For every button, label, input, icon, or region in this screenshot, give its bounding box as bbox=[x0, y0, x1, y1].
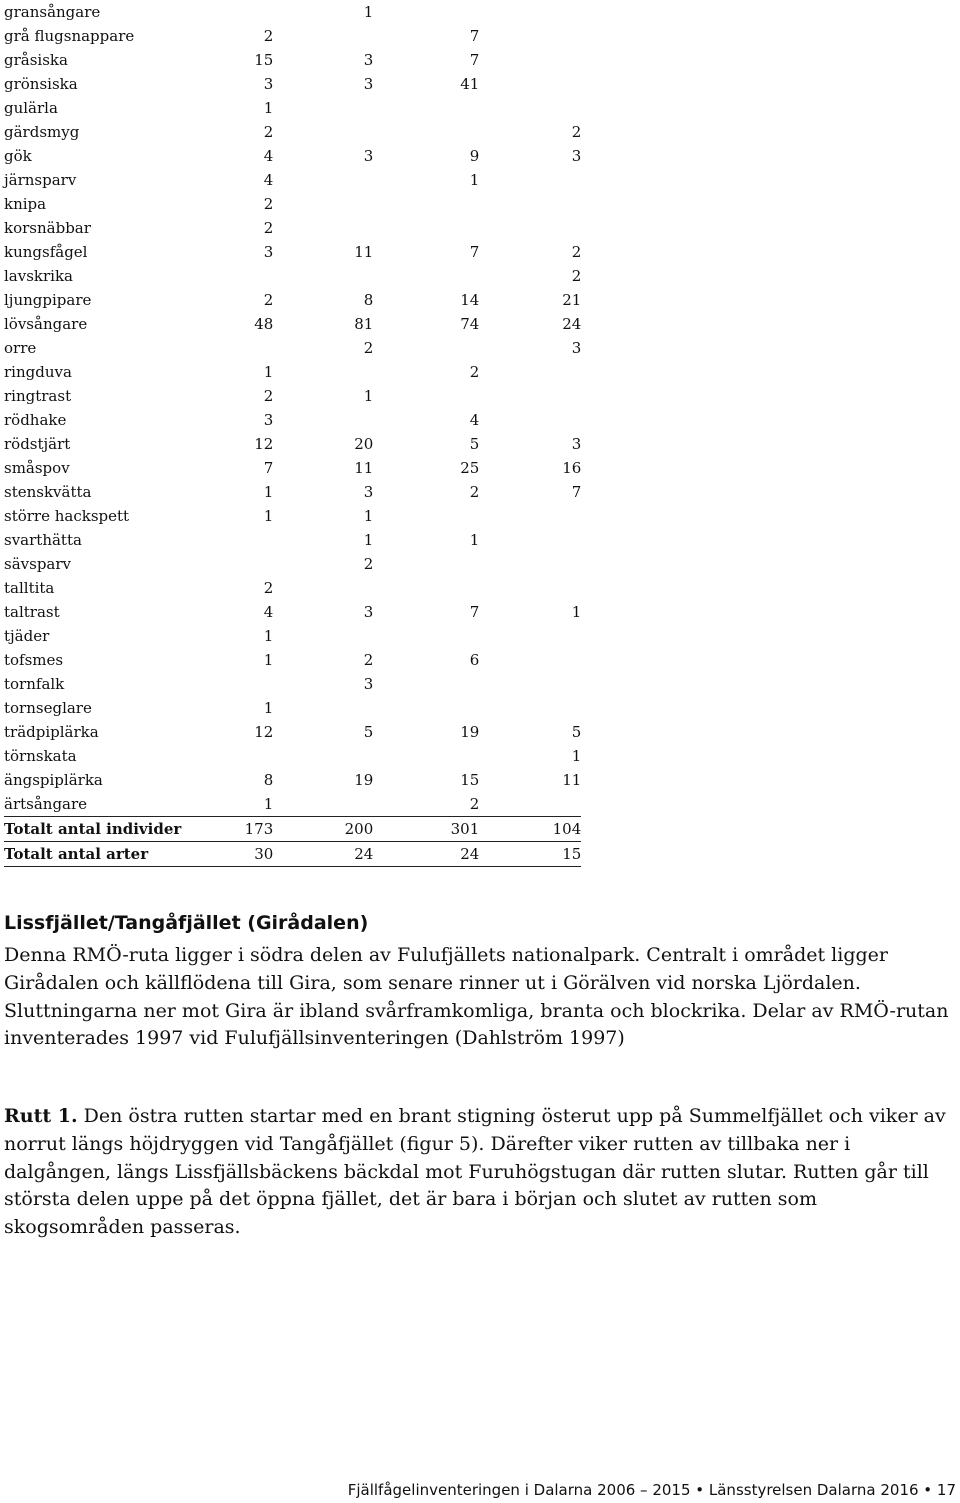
species-name: korsnäbbar bbox=[4, 219, 91, 237]
species-name: gök bbox=[4, 147, 32, 165]
count-cell: 2 bbox=[263, 195, 274, 213]
count-cell: 1 bbox=[469, 171, 480, 189]
species-name: tjäder bbox=[4, 627, 50, 645]
count-cell: 2 bbox=[363, 651, 374, 669]
table-row bbox=[4, 480, 581, 504]
count-cell: 1 bbox=[263, 795, 274, 813]
count-cell bbox=[181, 672, 273, 696]
count-cell: 20 bbox=[354, 435, 374, 453]
count-cell: 2 bbox=[263, 291, 274, 309]
table-row bbox=[4, 24, 581, 48]
count-cell: 6 bbox=[469, 651, 480, 669]
count-cell: 3 bbox=[363, 51, 374, 69]
species-name: grå flugsnappare bbox=[4, 27, 135, 45]
species-name: ärtsångare bbox=[4, 795, 88, 813]
count-cell: 8 bbox=[363, 291, 374, 309]
table-row bbox=[4, 768, 581, 792]
count-cell bbox=[479, 96, 581, 120]
count-cell: 7 bbox=[469, 243, 480, 261]
count-cell: 4 bbox=[263, 171, 274, 189]
count-cell: 1 bbox=[363, 3, 374, 21]
species-name: rödstjärt bbox=[4, 435, 71, 453]
species-name: lavskrika bbox=[4, 267, 74, 285]
count-cell: 2 bbox=[469, 795, 480, 813]
count-cell: 7 bbox=[571, 483, 582, 501]
table-row bbox=[4, 432, 581, 456]
count-cell bbox=[479, 48, 581, 72]
count-cell: 1 bbox=[263, 363, 274, 381]
species-name: tornseglare bbox=[4, 699, 92, 717]
count-cell bbox=[181, 336, 273, 360]
table-row bbox=[4, 384, 581, 408]
table-row bbox=[4, 456, 581, 480]
count-cell: 1 bbox=[263, 627, 274, 645]
count-cell: 19 bbox=[354, 771, 374, 789]
count-cell bbox=[273, 792, 373, 817]
count-cell: 1 bbox=[469, 531, 480, 549]
species-name: ljungpipare bbox=[4, 291, 92, 309]
count-cell bbox=[273, 744, 373, 768]
species-name: gulärla bbox=[4, 99, 58, 117]
count-cell bbox=[479, 552, 581, 576]
table-row bbox=[4, 288, 581, 312]
table-row bbox=[4, 360, 581, 384]
count-cell bbox=[373, 672, 479, 696]
count-cell bbox=[479, 384, 581, 408]
count-cell bbox=[479, 72, 581, 96]
species-name: småspov bbox=[4, 459, 70, 477]
count-cell: 25 bbox=[460, 459, 480, 477]
species-name: törnskata bbox=[4, 747, 77, 765]
table-row bbox=[4, 648, 581, 672]
count-cell bbox=[273, 168, 373, 192]
count-cell bbox=[273, 96, 373, 120]
species-name: rödhake bbox=[4, 411, 67, 429]
count-cell bbox=[273, 576, 373, 600]
table-row bbox=[4, 552, 581, 576]
table-row bbox=[4, 0, 581, 24]
route-text: Den östra rutten startar med en brant stigning österut upp på Summelfjället och viker av norrut längs höjdryggen vid Tangåfjället (figur 5). Därefter viker rutten av tillbaka ner i dalgången, längs Lissfjällsbäckens bäckdal mot Furuhögstugan där rutten slutar. Rutten går till största delen uppe på det öppna fjället, det är bara i början och slutet av rutten som skogsområden passeras. bbox=[4, 1105, 946, 1239]
species-name: sävsparv bbox=[4, 555, 72, 573]
count-cell bbox=[479, 672, 581, 696]
count-cell bbox=[273, 264, 373, 288]
species-name: Totalt antal arter bbox=[4, 842, 181, 867]
total-row bbox=[4, 842, 581, 867]
count-cell: 7 bbox=[469, 51, 480, 69]
count-cell bbox=[373, 120, 479, 144]
count-cell bbox=[479, 408, 581, 432]
count-cell bbox=[273, 120, 373, 144]
species-name: orre bbox=[4, 339, 37, 357]
count-cell bbox=[479, 24, 581, 48]
count-cell: 3 bbox=[571, 339, 582, 357]
count-cell: 15 bbox=[460, 771, 480, 789]
count-cell: 2 bbox=[263, 27, 274, 45]
count-cell bbox=[479, 168, 581, 192]
count-cell: 15 bbox=[479, 842, 581, 867]
count-cell: 3 bbox=[571, 147, 582, 165]
table-row bbox=[4, 144, 581, 168]
count-cell bbox=[373, 744, 479, 768]
species-name: järnsparv bbox=[4, 171, 77, 189]
table-row bbox=[4, 120, 581, 144]
table-row bbox=[4, 312, 581, 336]
count-cell: 11 bbox=[354, 459, 374, 477]
species-name: trädpiplärka bbox=[4, 723, 99, 741]
table-row bbox=[4, 168, 581, 192]
table-row bbox=[4, 408, 581, 432]
count-cell: 24 bbox=[562, 315, 582, 333]
table-row bbox=[4, 216, 581, 240]
species-name: svarthätta bbox=[4, 531, 82, 549]
count-cell: 2 bbox=[363, 339, 374, 357]
table-row bbox=[4, 336, 581, 360]
count-cell bbox=[273, 624, 373, 648]
total-row bbox=[4, 817, 581, 842]
count-cell: 74 bbox=[460, 315, 480, 333]
species-name: lövsångare bbox=[4, 315, 88, 333]
count-cell: 2 bbox=[263, 219, 274, 237]
route-paragraph bbox=[4, 1103, 954, 1242]
count-cell bbox=[479, 696, 581, 720]
count-cell: 1 bbox=[363, 507, 374, 525]
table-body bbox=[4, 0, 581, 867]
count-cell: 30 bbox=[181, 842, 273, 867]
species-name: tofsmes bbox=[4, 651, 64, 669]
species-name: kungsfågel bbox=[4, 243, 88, 261]
table-row bbox=[4, 240, 581, 264]
count-cell: 8 bbox=[263, 771, 274, 789]
count-cell: 7 bbox=[263, 459, 274, 477]
count-cell bbox=[479, 192, 581, 216]
species-name: Totalt antal individer bbox=[4, 817, 181, 842]
count-cell bbox=[373, 264, 479, 288]
table-row bbox=[4, 96, 581, 120]
species-name: ängspiplärka bbox=[4, 771, 103, 789]
count-cell: 3 bbox=[363, 147, 374, 165]
table-row bbox=[4, 48, 581, 72]
table-row bbox=[4, 264, 581, 288]
count-cell: 4 bbox=[469, 411, 480, 429]
count-cell: 12 bbox=[254, 435, 274, 453]
count-cell bbox=[373, 216, 479, 240]
count-cell: 19 bbox=[460, 723, 480, 741]
count-cell bbox=[273, 408, 373, 432]
species-name: ringduva bbox=[4, 363, 72, 381]
count-cell: 2 bbox=[571, 267, 582, 285]
count-cell bbox=[479, 528, 581, 552]
count-cell: 48 bbox=[254, 315, 274, 333]
table-row bbox=[4, 72, 581, 96]
species-name: grönsiska bbox=[4, 75, 78, 93]
count-cell: 2 bbox=[263, 387, 274, 405]
species-name: tornfalk bbox=[4, 675, 65, 693]
count-cell: 14 bbox=[460, 291, 480, 309]
count-cell bbox=[479, 504, 581, 528]
count-cell bbox=[181, 0, 273, 24]
species-name: större hackspett bbox=[4, 507, 130, 525]
count-cell bbox=[373, 96, 479, 120]
count-cell bbox=[373, 504, 479, 528]
route-lead: Rutt 1. bbox=[4, 1105, 78, 1127]
table-row bbox=[4, 624, 581, 648]
count-cell: 3 bbox=[263, 75, 274, 93]
count-cell: 301 bbox=[373, 817, 479, 842]
table-row bbox=[4, 792, 581, 817]
count-cell bbox=[373, 576, 479, 600]
table-row bbox=[4, 744, 581, 768]
count-cell: 2 bbox=[571, 243, 582, 261]
count-cell bbox=[273, 24, 373, 48]
table-row bbox=[4, 576, 581, 600]
species-name: gärdsmyg bbox=[4, 123, 80, 141]
count-cell: 1 bbox=[363, 531, 374, 549]
count-cell: 3 bbox=[263, 243, 274, 261]
count-cell: 7 bbox=[469, 27, 480, 45]
count-cell bbox=[181, 744, 273, 768]
count-cell: 12 bbox=[254, 723, 274, 741]
count-cell bbox=[181, 552, 273, 576]
count-cell: 200 bbox=[273, 817, 373, 842]
count-cell: 1 bbox=[263, 99, 274, 117]
table-row bbox=[4, 720, 581, 744]
count-cell bbox=[479, 0, 581, 24]
table-row bbox=[4, 600, 581, 624]
table-row bbox=[4, 528, 581, 552]
count-cell bbox=[479, 576, 581, 600]
count-cell: 1 bbox=[571, 603, 582, 621]
table-row bbox=[4, 192, 581, 216]
count-cell: 9 bbox=[469, 147, 480, 165]
count-cell: 11 bbox=[562, 771, 582, 789]
count-cell bbox=[373, 696, 479, 720]
count-cell: 3 bbox=[363, 483, 374, 501]
count-cell: 16 bbox=[562, 459, 582, 477]
table-row bbox=[4, 672, 581, 696]
count-cell bbox=[479, 624, 581, 648]
count-cell: 7 bbox=[469, 603, 480, 621]
count-cell: 3 bbox=[363, 603, 374, 621]
count-cell bbox=[273, 192, 373, 216]
count-cell: 5 bbox=[363, 723, 374, 741]
count-cell: 1 bbox=[263, 507, 274, 525]
count-cell: 4 bbox=[263, 603, 274, 621]
count-cell bbox=[273, 360, 373, 384]
section-heading: Lissfjället/Tangåfjället (Girådalen) bbox=[4, 912, 369, 934]
count-cell: 24 bbox=[273, 842, 373, 867]
intro-paragraph: Denna RMÖ-ruta ligger i södra delen av Fulufjällets nationalpark. Centralt i området ligger Girådalen och källflödena till Gira, som senare rinner ut i Görälven vid norska Ljördalen. Sluttningarna ner mot Gira är ibland svårframkomliga, branta och blockrika. Delar av RMÖ-rutan inventerades 1997 vid Fulufjällsinventeringen (Dahlström 1997) bbox=[4, 944, 949, 1050]
table-row bbox=[4, 504, 581, 528]
count-cell bbox=[373, 336, 479, 360]
count-cell bbox=[273, 216, 373, 240]
count-cell bbox=[373, 192, 479, 216]
count-cell bbox=[479, 648, 581, 672]
species-name: taltrast bbox=[4, 603, 60, 621]
count-cell: 1 bbox=[263, 483, 274, 501]
species-name: talltita bbox=[4, 579, 55, 597]
count-cell bbox=[373, 384, 479, 408]
count-cell: 4 bbox=[263, 147, 274, 165]
count-cell: 2 bbox=[363, 555, 374, 573]
count-cell: 3 bbox=[571, 435, 582, 453]
count-cell: 173 bbox=[181, 817, 273, 842]
count-cell: 5 bbox=[469, 435, 480, 453]
count-cell bbox=[479, 360, 581, 384]
count-cell bbox=[373, 0, 479, 24]
count-cell: 3 bbox=[363, 75, 374, 93]
count-cell: 3 bbox=[263, 411, 274, 429]
count-cell bbox=[181, 528, 273, 552]
species-name: knipa bbox=[4, 195, 47, 213]
count-cell bbox=[479, 792, 581, 817]
species-count-table bbox=[4, 0, 581, 867]
count-cell: 21 bbox=[562, 291, 582, 309]
table-row bbox=[4, 696, 581, 720]
species-name: gransångare bbox=[4, 3, 101, 21]
count-cell: 24 bbox=[373, 842, 479, 867]
count-cell: 2 bbox=[263, 579, 274, 597]
count-cell: 1 bbox=[571, 747, 582, 765]
count-cell: 3 bbox=[363, 675, 374, 693]
count-cell: 2 bbox=[469, 363, 480, 381]
count-cell: 11 bbox=[354, 243, 374, 261]
count-cell: 104 bbox=[479, 817, 581, 842]
count-cell bbox=[181, 264, 273, 288]
count-cell: 2 bbox=[571, 123, 582, 141]
count-cell bbox=[373, 624, 479, 648]
species-name: stenskvätta bbox=[4, 483, 92, 501]
count-cell: 15 bbox=[254, 51, 274, 69]
count-cell: 2 bbox=[469, 483, 480, 501]
count-cell: 1 bbox=[263, 651, 274, 669]
count-cell: 81 bbox=[354, 315, 374, 333]
count-cell bbox=[479, 216, 581, 240]
count-cell: 2 bbox=[263, 123, 274, 141]
count-cell: 1 bbox=[263, 699, 274, 717]
page-footer: Fjällfågelinventeringen i Dalarna 2006 – 2015 • Länsstyrelsen Dalarna 2016 • 17 bbox=[347, 1481, 956, 1499]
species-name: ringtrast bbox=[4, 387, 72, 405]
count-cell bbox=[273, 696, 373, 720]
count-cell: 41 bbox=[460, 75, 480, 93]
count-cell bbox=[373, 552, 479, 576]
count-cell: 1 bbox=[363, 387, 374, 405]
species-name: gråsiska bbox=[4, 51, 68, 69]
count-cell: 5 bbox=[571, 723, 582, 741]
